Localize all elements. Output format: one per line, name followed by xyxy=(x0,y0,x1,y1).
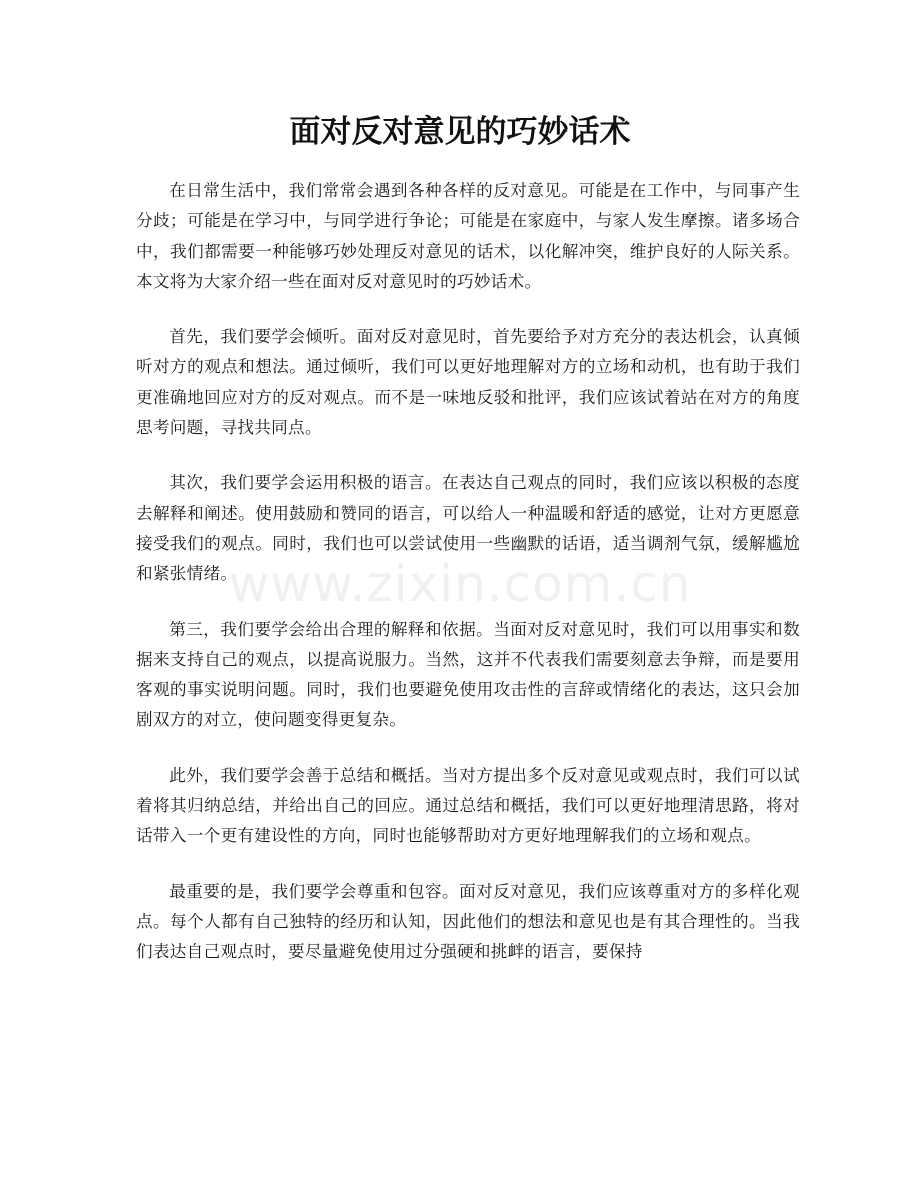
paragraph-intro: 在日常生活中，我们常常会遇到各种各样的反对意见。可能是在工作中，与同事产生分歧；可能是在学习中，与同学进行争论；可能是在家庭中，与家人发生摩擦。诸多场合中，我们都需要一种能够巧妙处理反对意见的话术，以化解冲突，维护良好的人际关系。本文将为大家介绍一些在面对反对意见时的巧妙话术。 xyxy=(136,181,800,291)
paragraph-summarize: 此外，我们要学会善于总结和概括。当对方提出多个反对意见或观点时，我们可以试着将其归纳总结，并给出自己的回应。通过总结和概括，我们可以更好地理清思路，将对话带入一个更有建设性的方向，同时也能够帮助对方更好地理解我们的立场和观点。 xyxy=(136,765,800,846)
paragraph-listen: 首先，我们要学会倾听。面对反对意见时，首先要给予对方充分的表达机会，认真倾听对方的观点和想法。通过倾听，我们可以更好地理解对方的立场和动机，也有助于我们更准确地回应对方的反对观点。而不是一味地反驳和批评，我们应该试着站在对方的角度思考问题，寻找共同点。 xyxy=(136,327,800,438)
paragraph-respect: 最重要的是，我们要学会尊重和包容。面对反对意见，我们应该尊重对方的多样化观点。每个人都有自己独特的经历和认知，因此他们的想法和意见也是有其合理性的。当我们表达自己观点时，要尽量避免使用过分强硬和挑衅的语言，要保持 xyxy=(136,881,800,962)
document-body xyxy=(136,176,800,993)
paragraph-evidence: 第三，我们要学会给出合理的解释和依据。当面对反对意见时，我们可以用事实和数据来支持自己的观点，以提高说服力。当然，这并不代表我们需要刻意去争辩，而是要用客观的事实说明问题。同时，我们也要避免使用攻击性的言辞或情绪化的表达，这只会加剧双方的对立，使问题变得更复杂。 xyxy=(136,619,800,730)
document-title: 面对反对意见的巧妙话术 xyxy=(289,114,631,150)
watermark: www.zixin.com.cn xyxy=(228,555,692,613)
paragraph-positive-language: 其次，我们要学会运用积极的语言。在表达自己观点的同时，我们应该以积极的态度去解释和阐述。使用鼓励和赞同的语言，可以给人一种温暖和舒适的感觉，让对方更愿意接受我们的观点。同时，我们也可以尝试使用一些幽默的话语，适当调剂气氛，缓解尴尬和紧张情绪。 xyxy=(136,473,800,584)
